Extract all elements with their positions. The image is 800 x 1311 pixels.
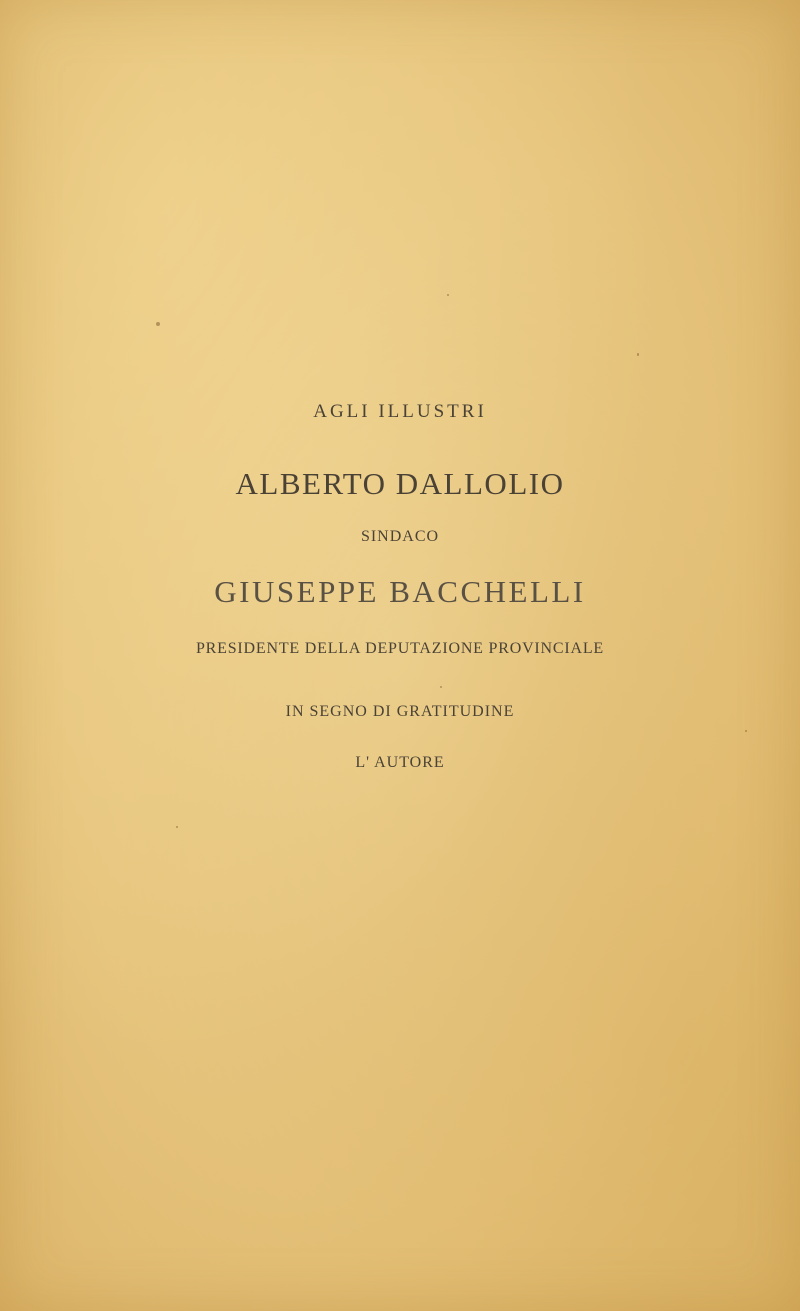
dedicatee-name-2: GIUSEPPE BACCHELLI bbox=[214, 574, 586, 609]
paper-speck bbox=[176, 826, 178, 828]
paper-speck bbox=[637, 353, 639, 356]
dedication-intro: AGLI ILLUSTRI bbox=[313, 401, 487, 422]
dedicatee-title-1: SINDACO bbox=[360, 528, 440, 545]
paper-speck bbox=[447, 294, 449, 296]
paper-speck bbox=[156, 322, 160, 326]
dedicatee-name-1: ALBERTO DALLOLIO bbox=[235, 466, 565, 501]
author-signature: L' AUTORE bbox=[355, 754, 445, 771]
paper-speck bbox=[440, 686, 442, 688]
dedicatee-title-2: PRESIDENTE DELLA DEPUTAZIONE PROVINCIALE bbox=[195, 640, 605, 657]
paper-speck bbox=[745, 730, 747, 732]
dedication-motive: IN SEGNO DI GRATITUDINE bbox=[285, 703, 515, 720]
